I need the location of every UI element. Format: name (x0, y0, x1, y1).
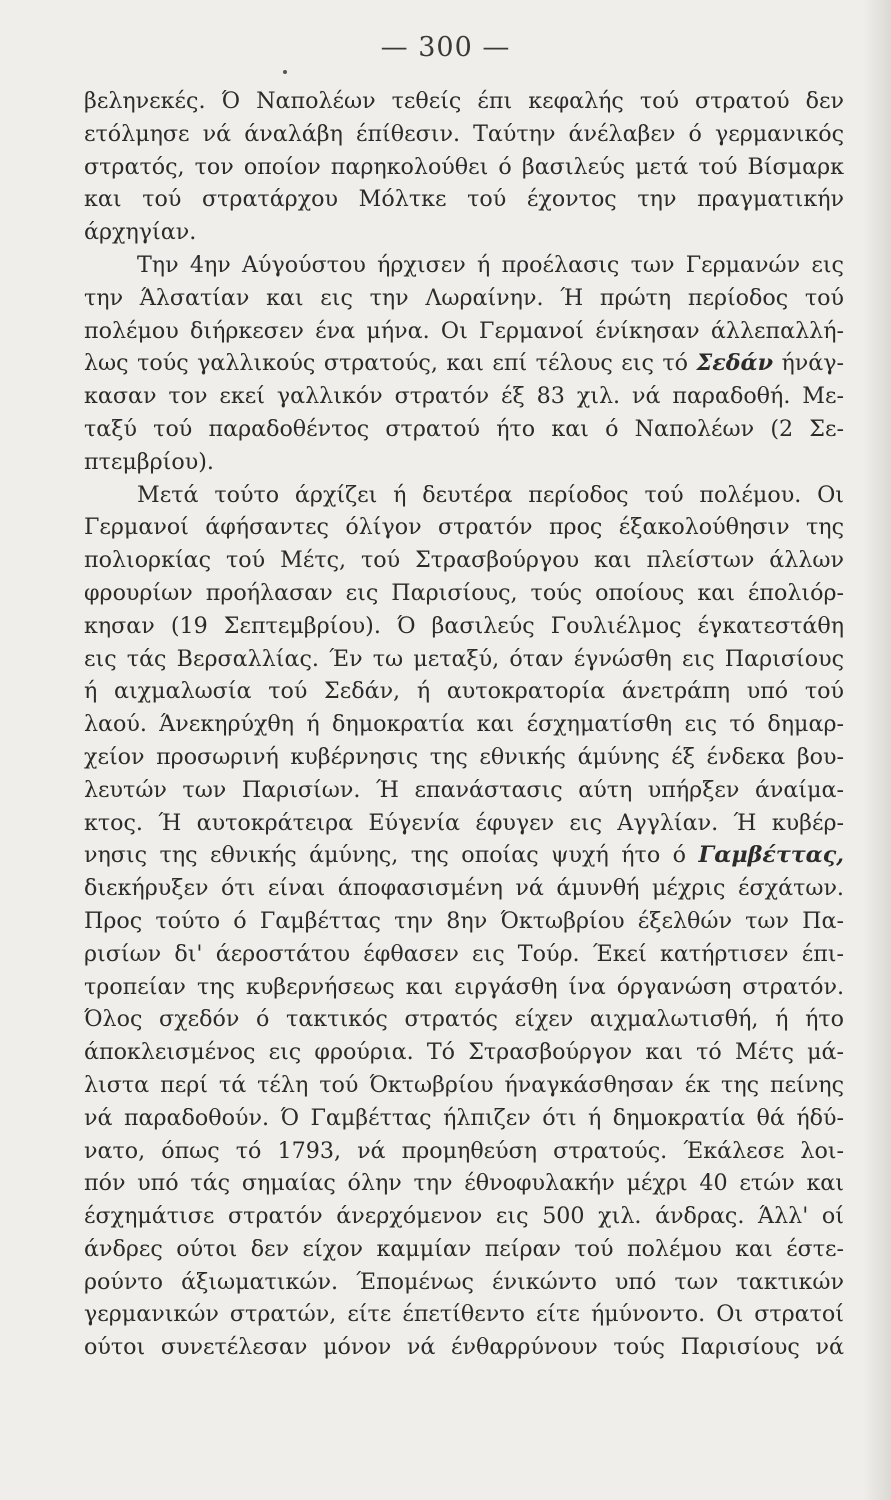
text-line (84, 938, 844, 971)
text-line (84, 971, 844, 1004)
text-line (84, 1069, 844, 1102)
text-line (84, 151, 844, 184)
text-run: έσχημάτισε στρατόν άνερχόμενον εις 500 χιλ. άνδρας. Άλλ' οί (84, 1203, 844, 1230)
text-run: κτος. Ή αυτοκράτειρα Εύγενία έφυγεν εις Αγγλίαν. Ή κυβέρ- (84, 809, 844, 836)
text-line (84, 905, 844, 938)
text-run: ρούντο άξιωματικών. Έπομένως ένικώντο υπό των τακτικών (84, 1268, 844, 1295)
text-run: ετόλμησε νά άναλάβη έπίθεσιν. Ταύτην άνέλαβεν ό γερμανικός (84, 120, 844, 147)
text-line (84, 1036, 844, 1069)
text-run: ρισίων δι' άεροστάτου έφθασεν εις Τούρ. Έκεί κατήρτισεν έπι- (84, 940, 844, 967)
page-number: — 300 — (380, 32, 511, 63)
text-line (84, 544, 844, 577)
emphasized-name: Γαμβέττας, (698, 842, 844, 869)
text-line (84, 1233, 844, 1266)
text-line (84, 675, 844, 708)
text-run: λως τούς γαλλικούς στρατούς, και επί τέλους εις τό (84, 350, 697, 377)
paragraph (84, 479, 844, 1365)
text-line (84, 413, 844, 446)
text-run: φρουρίων προήλασαν εις Παρισίους, τούς οποίους και έπολιόρ- (84, 579, 844, 606)
text-line (84, 118, 844, 151)
text-run: πολέμου διήρκεσεν ένα μήνα. Οι Γερμανοί ένίκησαν άλλεπαλλή- (84, 317, 844, 344)
text-line (84, 872, 844, 905)
text-run: διεκήρυξεν ότι είναι άποφασισμένη νά άμυνθή μέχρις έσχάτων. (84, 875, 844, 902)
text-run: κησαν (19 Σεπτεμβρίου). Ό βασιλεύς Γουλιέλμος έγκατεστάθη (84, 612, 844, 639)
text-run: λευτών των Παρισίων. Ή επανάστασις αύτη υπήρξεν άναίμα- (84, 776, 844, 803)
text-line (84, 511, 844, 544)
text-run: άνδρες ούτοι δεν είχον καμμίαν πείραν τού πολέμου και έστε- (84, 1235, 844, 1262)
text-run: άποκλεισμένος εις φρούρια. Τό Στρασβούργον και τό Μέτς μά- (84, 1039, 844, 1066)
text-run: πόν υπό τάς σημαίας όλην την έθνοφυλακήν μέχρι 40 ετών και (84, 1170, 844, 1197)
text-run: Μετά τούτο άρχίζει ή δευτέρα περίοδος τού πολέμου. Οι (137, 481, 844, 508)
text-run: εις τάς Βερσαλλίας. Έν τω μεταξύ, όταν έγνώσθη εις Παρισίους (84, 645, 844, 672)
text-line (84, 577, 844, 610)
text-line (84, 282, 844, 315)
text-run: λιστα περί τά τέλη τού Όκτωβρίου ήναγκάσθησαν έκ της πείνης (84, 1071, 844, 1098)
paragraph (84, 85, 844, 249)
text-line (84, 774, 844, 807)
text-line (84, 839, 844, 872)
text-run: κασαν τον εκεί γαλλικόν στρατόν έξ 83 χιλ. νά παραδοθή. Με- (84, 383, 844, 410)
body-text (84, 85, 844, 1364)
text-run: χείον προσωρινή κυβέρνησις της εθνικής άμύνης έξ ένδεκα βου- (84, 743, 844, 770)
text-line (84, 807, 844, 840)
text-line (84, 643, 844, 676)
text-line (84, 315, 844, 348)
text-run: ταξύ τού παραδοθέντος στρατού ήτο και ό Ναπολέων (2 Σε- (84, 415, 844, 442)
text-run: ήνάγ- (772, 350, 845, 377)
text-line (84, 249, 844, 282)
text-line (84, 708, 844, 741)
text-line (84, 1200, 844, 1233)
text-line (84, 1167, 844, 1200)
text-run: βεληνεκές. Ό Ναπολέων τεθείς έπι κεφαλής τού στρατού δεν (84, 88, 844, 114)
text-run: πτεμβρίου). (84, 448, 214, 475)
page-gutter-shadow (863, 0, 891, 1500)
text-line (84, 1266, 844, 1299)
text-run: Όλος σχεδόν ό τακτικός στρατός είχεν αιχμαλωτισθή, ή ήτο (84, 1006, 844, 1033)
emphasized-name: Σεδάν (696, 350, 773, 377)
text-line (84, 1102, 844, 1135)
text-run: ούτοι συνετέλεσαν μόνον νά ένθαρρύνουν τούς Παρισίους νά (84, 1334, 844, 1361)
text-run: ή αιχμαλωσία τού Σεδάν, ή αυτοκρατορία άνετράπη υπό τού (84, 678, 844, 705)
text-line (84, 1331, 844, 1364)
text-line (84, 1003, 844, 1036)
text-run: γερμανικών στρατών, είτε έπετίθεντο είτε ήμύνοντο. Οι στρατοί (84, 1301, 844, 1328)
text-line (84, 1135, 844, 1168)
text-line (84, 610, 844, 643)
text-line (84, 183, 844, 216)
text-line (84, 741, 844, 774)
text-line (84, 347, 844, 380)
text-run: Την 4ην Αύγούστου ήρχισεν ή προέλασις των Γερμανών εις (137, 251, 844, 278)
text-line (84, 1298, 844, 1331)
text-line (84, 216, 844, 249)
text-run: λαού. Άνεκηρύχθη ή δημοκρατία και έσχηματίσθη εις τό δημαρ- (84, 711, 844, 738)
text-line (84, 380, 844, 413)
text-run: και τού στρατάρχου Μόλτκε τού έχοντος την πραγματικήν (84, 186, 844, 213)
text-run: άρχηγίαν. (84, 219, 197, 246)
text-run: τροπείαν της κυβερνήσεως και ειργάσθη ίνα όργανώση στρατόν. (84, 973, 844, 1000)
text-run: Γερμανοί άφήσαντες όλίγον στρατόν προς έξακολούθησιν της (84, 514, 844, 541)
text-line (84, 85, 844, 118)
text-run: νατο, όπως τό 1793, νά προμηθεύση στρατούς. Έκάλεσε λοι- (84, 1137, 844, 1164)
text-run: Προς τούτο ό Γαμβέττας την 8ην Όκτωβρίου έξελθών των Πα- (84, 907, 844, 934)
ink-speck (283, 70, 287, 74)
text-run: νά παραδοθούν. Ό Γαμβέττας ήλπιζεν ότι ή δημοκρατία θά ήδύ- (84, 1104, 844, 1131)
text-line (84, 479, 844, 512)
text-line (84, 446, 844, 479)
paragraph (84, 249, 844, 479)
text-run: στρατός, τον οποίον παρηκολούθει ό βασιλεύς μετά τού Βίσμαρκ (84, 153, 844, 180)
text-run: πολιορκίας τού Μέτς, τού Στρασβούργου και πλείστων άλλων (84, 547, 844, 574)
text-run: νησις της εθνικής άμύνης, της οποίας ψυχή ήτο ό (84, 842, 699, 869)
text-run: την Άλσατίαν και εις την Λωραίνην. Ή πρώτη περίοδος τού (84, 284, 844, 311)
